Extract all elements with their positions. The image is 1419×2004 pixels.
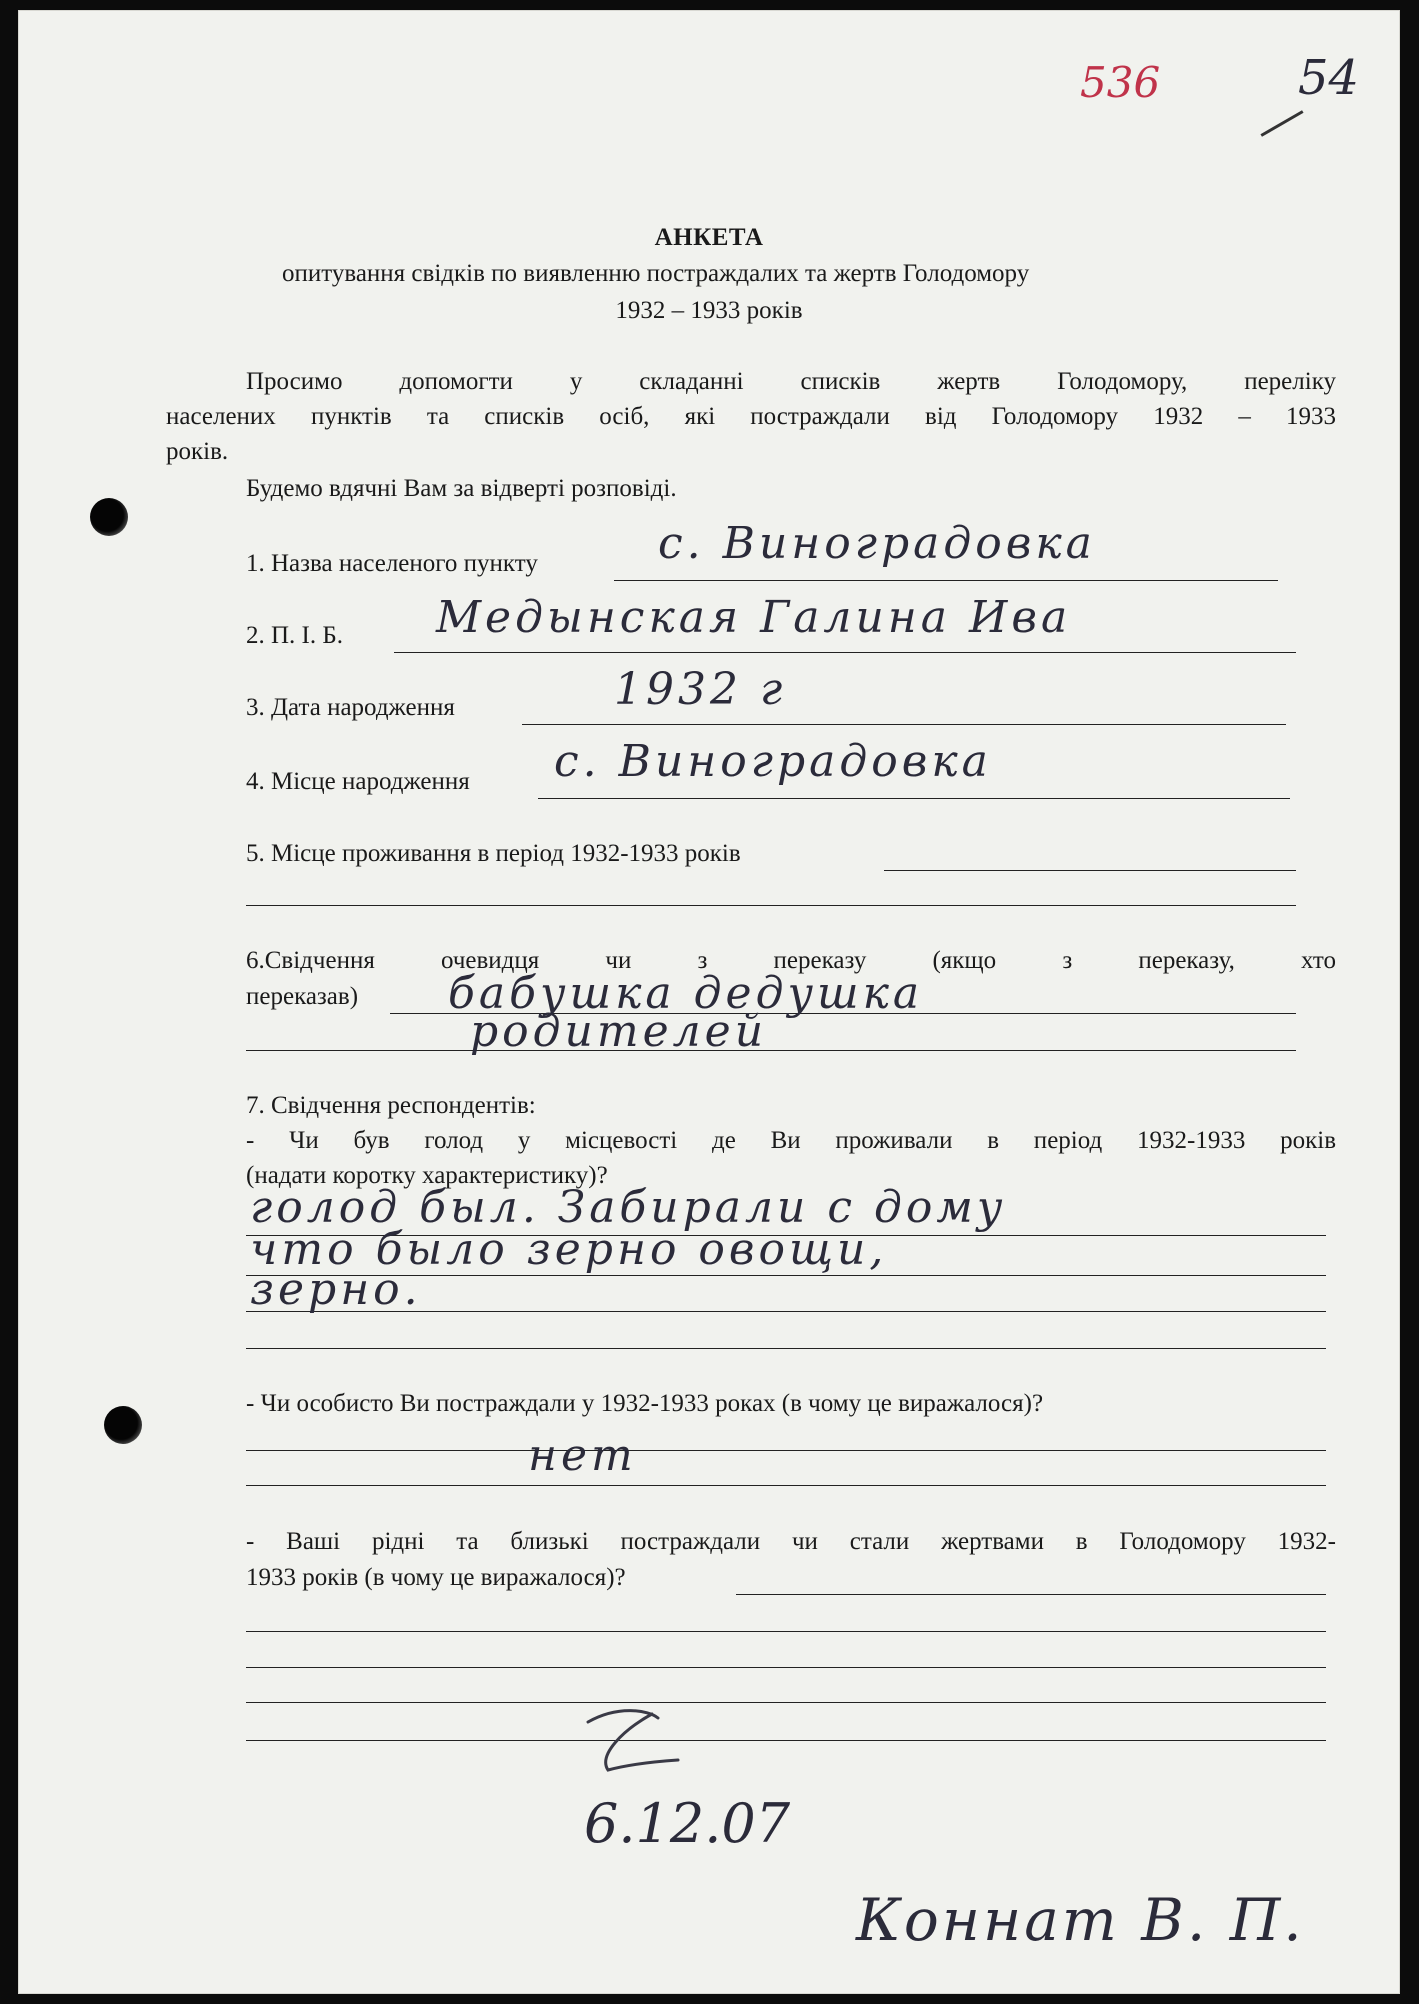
subtitle-line-1: опитування свідків по виявленню постраждалих та жертв Голодомору [282, 260, 1030, 287]
intro-thanks: Будемо вдячні Вам за відверті розповіді. [246, 475, 677, 502]
q5-label: 5. Місце проживання в період 1932-1933 років [246, 840, 741, 867]
signature-name: Коннат В. П. [856, 1886, 1305, 1954]
archive-number-red: 536 [1080, 58, 1161, 107]
q7b-underline-2 [246, 1485, 1326, 1486]
q3-value: 1932 г [614, 664, 787, 715]
q7c-underline-4 [246, 1702, 1326, 1703]
q6-value-2: родителей [470, 1006, 768, 1057]
q7c-line-2: 1933 років (в чому це виражалося)? [246, 1564, 626, 1591]
q7a-line-1: - Чи був голод у місцевості де Ви проживали в період 1932-1933 років [246, 1127, 1336, 1154]
q7c-underline-1 [736, 1594, 1326, 1595]
q7c-line-1: - Ваші рідні та близькі постраждали чи стали жертвами в Голодомору 1932- [246, 1528, 1336, 1555]
q4-underline [538, 798, 1290, 799]
q7c-underline-2 [246, 1631, 1326, 1632]
q7c-underline-5 [246, 1740, 1326, 1741]
scribble-mark [578, 1700, 688, 1780]
q1-value: с. Виноградовка [658, 518, 1096, 569]
archive-mark [1260, 110, 1303, 137]
q7b-value: нет [528, 1430, 637, 1481]
intro-line-2: населених пунктів та списків осіб, які постраждали від Голодомору 1932 – 1933 [166, 403, 1336, 430]
q3-label: 3. Дата народження [246, 694, 455, 721]
q2-label: 2. П. І. Б. [246, 622, 343, 649]
intro-line-3: років. [166, 438, 229, 465]
q7-label: 7. Свідчення респондентів: [246, 1092, 536, 1119]
q2-value: Медынская Галина Ива [436, 592, 1072, 643]
punch-hole-bottom [104, 1406, 142, 1444]
subtitle-line-2: 1932 – 1933 років [615, 297, 803, 324]
document-page [18, 10, 1400, 1994]
q1-label: 1. Назва населеного пункту [246, 550, 538, 577]
q5-underline-1 [884, 870, 1296, 871]
q7a-line-2: (надати коротку характеристику)? [246, 1162, 608, 1189]
q4-value: с. Виноградовка [554, 736, 992, 787]
q2-underline [394, 652, 1296, 653]
q7b-underline-1 [246, 1450, 1326, 1451]
q7a-value-3: зерно. [250, 1264, 422, 1315]
archive-number: 54 [1298, 50, 1360, 106]
q3-underline [522, 724, 1286, 725]
page-title: АНКЕТА [654, 224, 764, 251]
punch-hole-top [90, 498, 128, 536]
q6-line-1: 6.Свідчення очевидця чи з переказу (якщо з переказу, хто [246, 947, 1336, 974]
q6-line-2: переказав) [246, 983, 359, 1010]
q6-value-1: бабушка дедушка [448, 968, 924, 1019]
q7a-underline-4 [246, 1348, 1326, 1349]
q6-underline-2 [246, 1050, 1296, 1051]
q5-underline-2 [246, 905, 1296, 906]
q7a-value-1: голод был. Забирали с дому [250, 1182, 1007, 1233]
footer-date: 6.12.07 [584, 1792, 791, 1855]
q7b-label: - Чи особисто Ви постраждали у 1932-1933 роках (в чому це виражалося)? [246, 1390, 1044, 1417]
q4-label: 4. Місце народження [246, 768, 470, 795]
intro-line-1: Просимо допомогти у складанні списків жертв Голодомору, переліку [246, 368, 1336, 395]
q7a-value-2: что было зерно овощи, [250, 1224, 888, 1275]
q7c-underline-3 [246, 1667, 1326, 1668]
q1-underline [614, 580, 1278, 581]
